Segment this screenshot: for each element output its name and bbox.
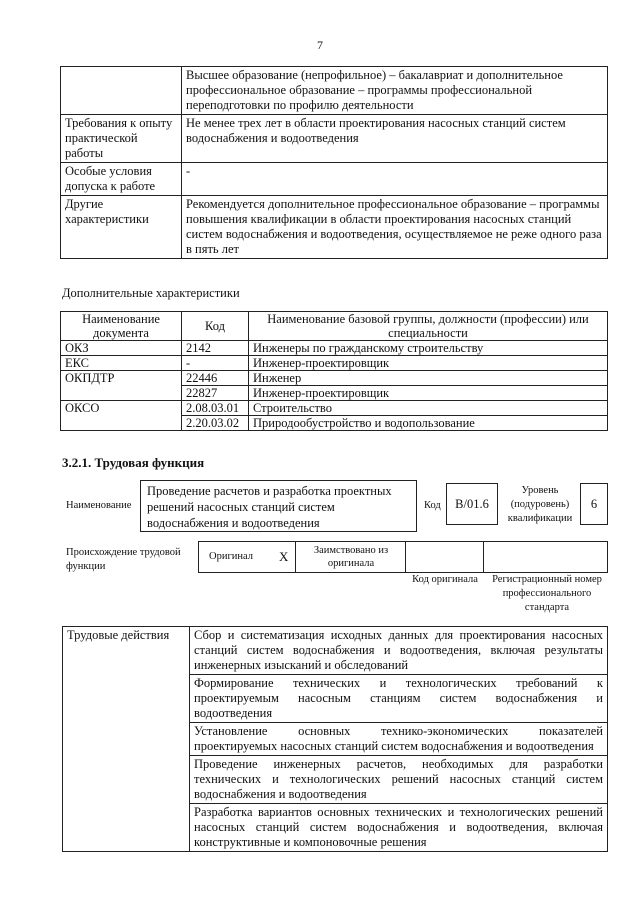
cell-name: Природообустройство и водопользование xyxy=(249,416,608,431)
level-value: 6 xyxy=(580,483,608,525)
cell-name: Строительство xyxy=(249,401,608,416)
cell-name: Инженер xyxy=(249,371,608,386)
table-row xyxy=(61,163,608,196)
cell-code: - xyxy=(182,356,249,371)
cell-doc: ОКЗ xyxy=(61,341,182,356)
cell-doc: ОКПДТР xyxy=(61,371,182,401)
cell-code: 22827 xyxy=(182,386,249,401)
code-label: Код xyxy=(424,500,441,511)
table-header-row xyxy=(61,312,608,341)
table-row xyxy=(61,196,608,259)
additional-table xyxy=(60,311,608,431)
table-row xyxy=(61,356,608,371)
original-label: Оригинал xyxy=(209,551,253,562)
labor-action-item: Разработка вариантов основных технических и технологических решений насосных станций систем водоснабжения и водоотведения, включая конструктивные и компоновочные решения xyxy=(190,804,608,852)
cell-doc: ОКСО xyxy=(61,401,182,431)
borrowed-label: Заимствовано из оригинала xyxy=(313,545,389,569)
row-label xyxy=(61,67,182,115)
labor-action-item: Установление основных технико-экономических показателей проектируемых насосных станций систем водоснабжения и водоотведения xyxy=(190,723,608,756)
origin-label: Происхождение трудовой функции xyxy=(66,547,181,572)
table-row xyxy=(61,67,608,115)
reg-caption: Регистрационный номер профессионального стандарта xyxy=(492,574,602,613)
row-value: Высшее образование (непрофильное) – бакалавриат и дополнительное профессиональное образование – программы профессиональной переподготовки по профилю деятельности xyxy=(182,67,608,115)
cell-code: 2.08.03.01 xyxy=(182,401,249,416)
header-name: Наименование базовой группы, должности (профессии) или специальности xyxy=(249,312,608,341)
labor-action-item: Сбор и систематизация исходных данных для проектирования насосных станций систем водоснабжения и водоотведения, включая результаты инженерных изысканий и обследований xyxy=(190,627,608,675)
divider xyxy=(405,542,406,572)
row-value: Рекомендуется дополнительное профессиональное образование – программы повышения квалификации в области проектирования насосных станций систем водоснабжения и водоотведения, осуществляемое не реже одного раза в пять лет xyxy=(182,196,608,259)
divider xyxy=(295,542,296,572)
divider xyxy=(483,542,484,572)
header-document: Наименование документа xyxy=(61,312,182,341)
function-code: B/01.6 xyxy=(446,483,498,525)
table-row xyxy=(61,371,608,386)
table-row xyxy=(63,627,608,675)
page-number: 7 xyxy=(317,38,323,52)
table-row xyxy=(61,115,608,163)
row-label: Особые условия допуска к работе xyxy=(61,163,182,196)
origin-box xyxy=(198,541,608,573)
table-row xyxy=(61,341,608,356)
code-caption: Код оригинала xyxy=(412,574,478,585)
cell-name: Инженер-проектировщик xyxy=(249,356,608,371)
cell-doc: ЕКС xyxy=(61,356,182,371)
labor-action-item: Проведение инженерных расчетов, необходимых для разработки технических и технологических решений насосных станций систем водоснабжения и водоотведения xyxy=(190,756,608,804)
labor-action-item: Формирование технических и технологических требований к проектируемым насосным станциям систем водоснабжения и водоотведения xyxy=(190,675,608,723)
table-row xyxy=(61,401,608,416)
cell-code: 22446 xyxy=(182,371,249,386)
original-mark: X xyxy=(279,549,289,564)
level-label: Уровень (подуровень) квалификации xyxy=(507,485,573,524)
header-code: Код xyxy=(182,312,249,341)
additional-title: Дополнительные характеристики xyxy=(62,286,240,300)
labor-actions-label: Трудовые действия xyxy=(63,627,190,852)
row-value: Не менее трех лет в области проектирования насосных станций систем водоснабжения и водоотведения xyxy=(182,115,608,163)
cell-code: 2.20.03.02 xyxy=(182,416,249,431)
labor-actions-table xyxy=(62,626,608,852)
function-name: Проведение расчетов и разработка проектных решений насосных станций систем водоснабжения и водоотведения xyxy=(140,480,417,532)
row-label: Другие характеристики xyxy=(61,196,182,259)
section-title: 3.2.1. Трудовая функция xyxy=(62,455,205,470)
cell-name: Инженеры по гражданскому строительству xyxy=(249,341,608,356)
row-label: Требования к опыту практической работы xyxy=(61,115,182,163)
name-label: Наименование xyxy=(66,500,132,511)
row-value: - xyxy=(182,163,608,196)
cell-name: Инженер-проектировщик xyxy=(249,386,608,401)
qualification-table xyxy=(60,66,608,259)
cell-code: 2142 xyxy=(182,341,249,356)
